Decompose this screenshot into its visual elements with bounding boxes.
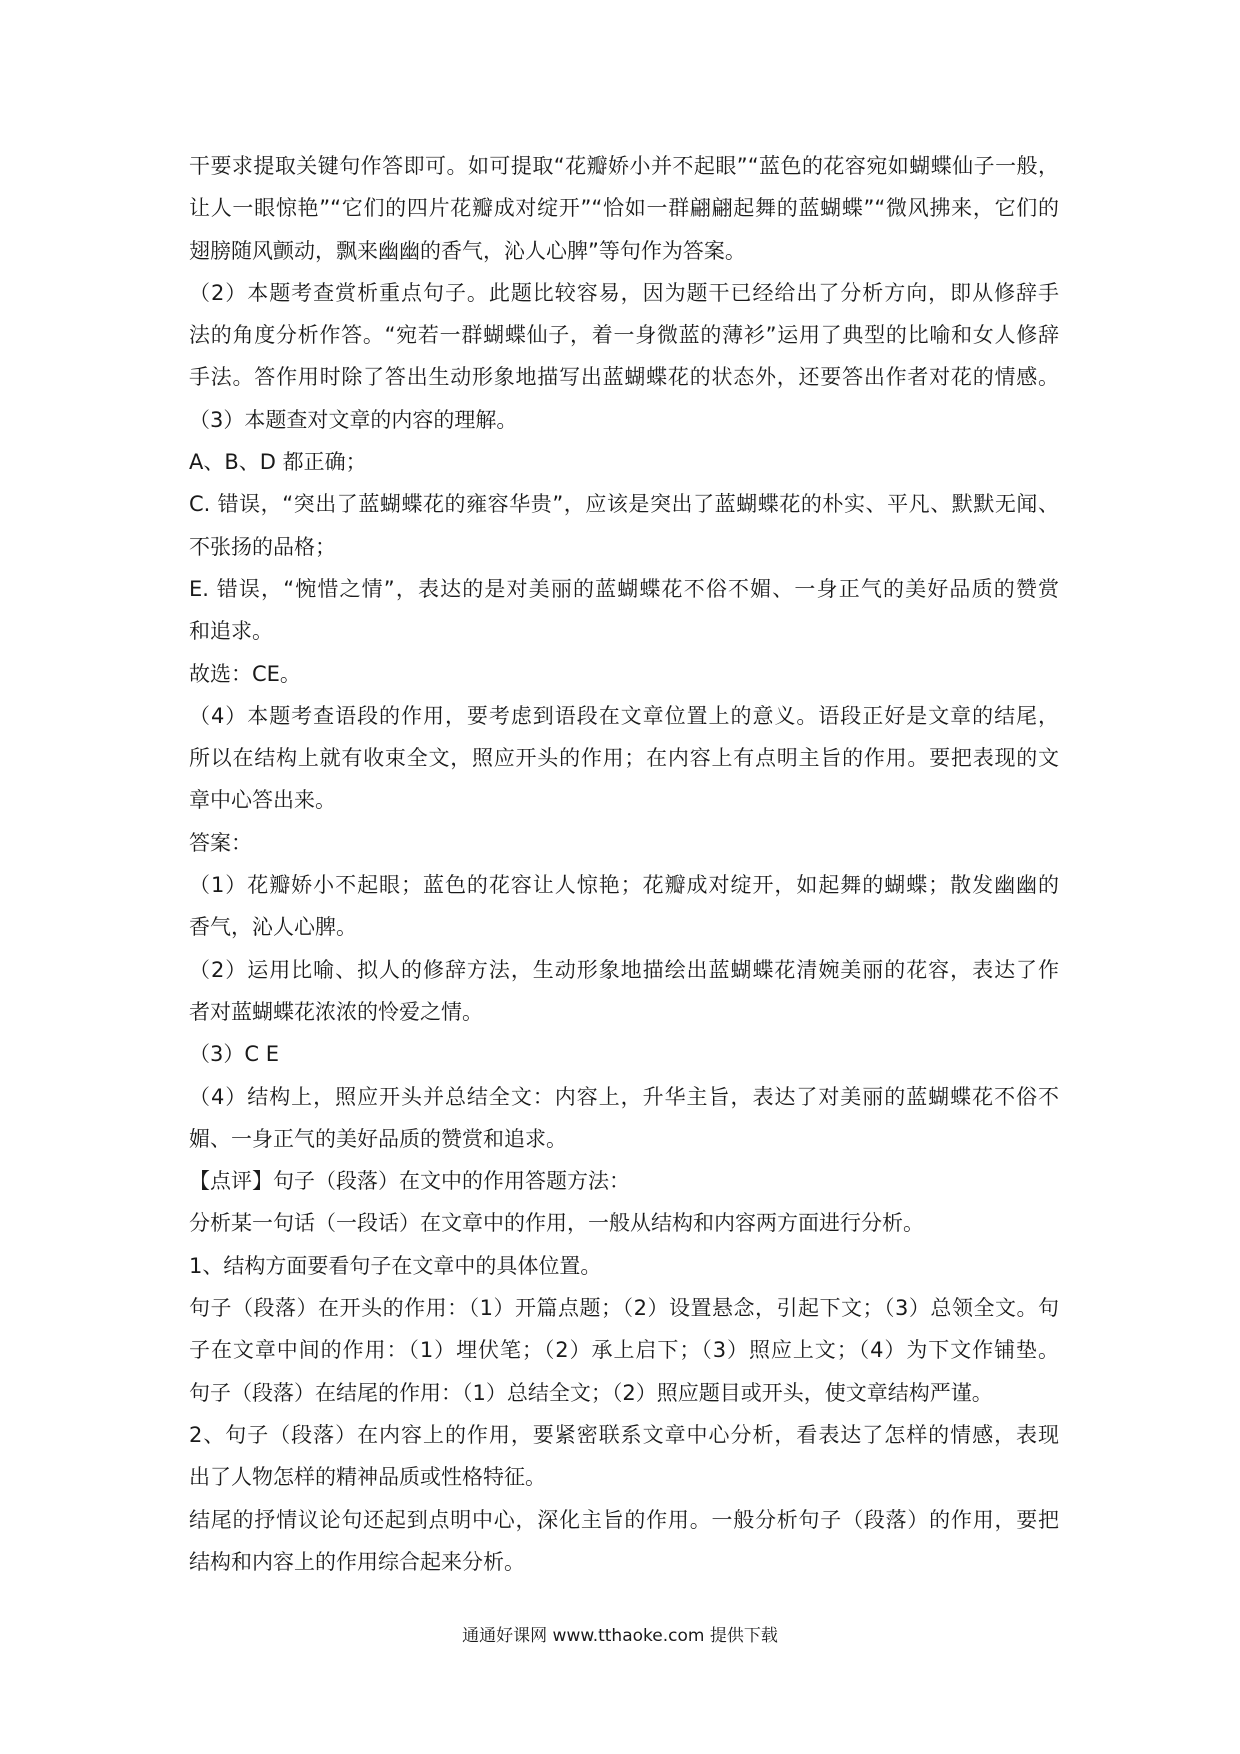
text-line: 1、结构方面要看句子在文章中的具体位置。 xyxy=(189,1253,602,1278)
text-line: 结尾的抒情议论句还起到点明中心，深化主旨的作用。一般分析句子（段落）的作用，要把 xyxy=(189,1507,1059,1532)
text-line: 章中心答出来。 xyxy=(189,788,336,813)
text-line: （3）C E xyxy=(189,1042,279,1067)
text-line: （2）本题考查赏析重点句子。此题比较容易，因为题干已经给出了分析方向，即从修辞手 xyxy=(189,280,1059,305)
text-line: 和追求。 xyxy=(189,619,273,644)
text-line: 法的角度分析作答。“宛若一群蝴蝶仙子，着一身微蓝的薄衫”运用了典型的比喻和女人修辞 xyxy=(189,323,1059,348)
text-line: 句子（段落）在开头的作用：（1）开篇点题；（2）设置悬念，引起下文；（3）总领全文。句 xyxy=(189,1296,1059,1321)
text-line: 【点评】句子（段落）在文中的作用答题方法： xyxy=(189,1169,630,1194)
text-line: 翅膀随风颤动，飘来幽幽的香气，沁人心脾”等句作为答案。 xyxy=(189,238,746,263)
text-line: 句子（段落）在结尾的作用：（1）总结全文；（2）照应题目或开头，使文章结构严谨。 xyxy=(189,1380,993,1405)
text-line: 子在文章中间的作用：（1）埋伏笔；（2）承上启下；（3）照应上文；（4）为下文作铺垫。 xyxy=(189,1338,1059,1363)
text-line: C. 错误，“突出了蓝蝴蝶花的雍容华贵”，应该是突出了蓝蝴蝶花的朴实、平凡、默默无闻、 xyxy=(189,492,1059,517)
text-line: 媚、一身正气的美好品质的赞赏和追求。 xyxy=(189,1126,567,1151)
document-body xyxy=(189,145,1059,1583)
text-line: （2）运用比喻、拟人的修辞方法，生动形象地描绘出蓝蝴蝶花清婉美丽的花容，表达了作 xyxy=(189,957,1059,982)
text-line: 手法。答作用时除了答出生动形象地描写出蓝蝴蝶花的状态外，还要答出作者对花的情感。 xyxy=(189,365,1059,390)
text-line: （1）花瓣娇小不起眼；蓝色的花容让人惊艳；花瓣成对绽开，如起舞的蝴蝶；散发幽幽的 xyxy=(189,873,1059,898)
text-line: 答案： xyxy=(189,830,252,855)
text-line: A、B、D 都正确； xyxy=(189,450,367,475)
text-line: 者对蓝蝴蝶花浓浓的怜爱之情。 xyxy=(189,999,483,1024)
text-line: 故选：CE。 xyxy=(189,661,301,686)
text-line: （3）本题查对文章的内容的理解。 xyxy=(189,407,518,432)
text-line: 所以在结构上就有收束全文，照应开头的作用；在内容上有点明主旨的作用。要把表现的文 xyxy=(189,746,1059,771)
text-line: （4）本题考查语段的作用，要考虑到语段在文章位置上的意义。语段正好是文章的结尾， xyxy=(189,703,1059,728)
text-line: 结构和内容上的作用综合起来分析。 xyxy=(189,1549,525,1574)
text-line: 出了人物怎样的精神品质或性格特征。 xyxy=(189,1465,546,1490)
page-footer: 通通好课网 www.tthaoke.com 提供下载 xyxy=(462,1626,778,1646)
text-line: 2、句子（段落）在内容上的作用，要紧密联系文章中心分析，看表达了怎样的情感，表现 xyxy=(189,1422,1059,1447)
text-line: 干要求提取关键句作答即可。如可提取“花瓣娇小并不起眼”“蓝色的花容宛如蝴蝶仙子一般， xyxy=(189,154,1059,178)
text-line: （4）结构上，照应开头并总结全文：内容上，升华主旨，表达了对美丽的蓝蝴蝶花不俗不 xyxy=(189,1084,1059,1109)
text-line: E. 错误，“惋惜之情”，表达的是对美丽的蓝蝴蝶花不俗不媚、一身正气的美好品质的赞赏 xyxy=(189,576,1059,601)
text-line: 分析某一句话（一段话）在文章中的作用，一般从结构和内容两方面进行分析。 xyxy=(189,1211,924,1236)
text-line: 不张扬的品格； xyxy=(189,534,336,559)
text-line: 香气，沁人心脾。 xyxy=(189,915,357,940)
text-line: 让人一眼惊艳”“它们的四片花瓣成对绽开”“恰如一群翩翩起舞的蓝蝴蝶”“微风拂来，它们的 xyxy=(189,196,1059,221)
